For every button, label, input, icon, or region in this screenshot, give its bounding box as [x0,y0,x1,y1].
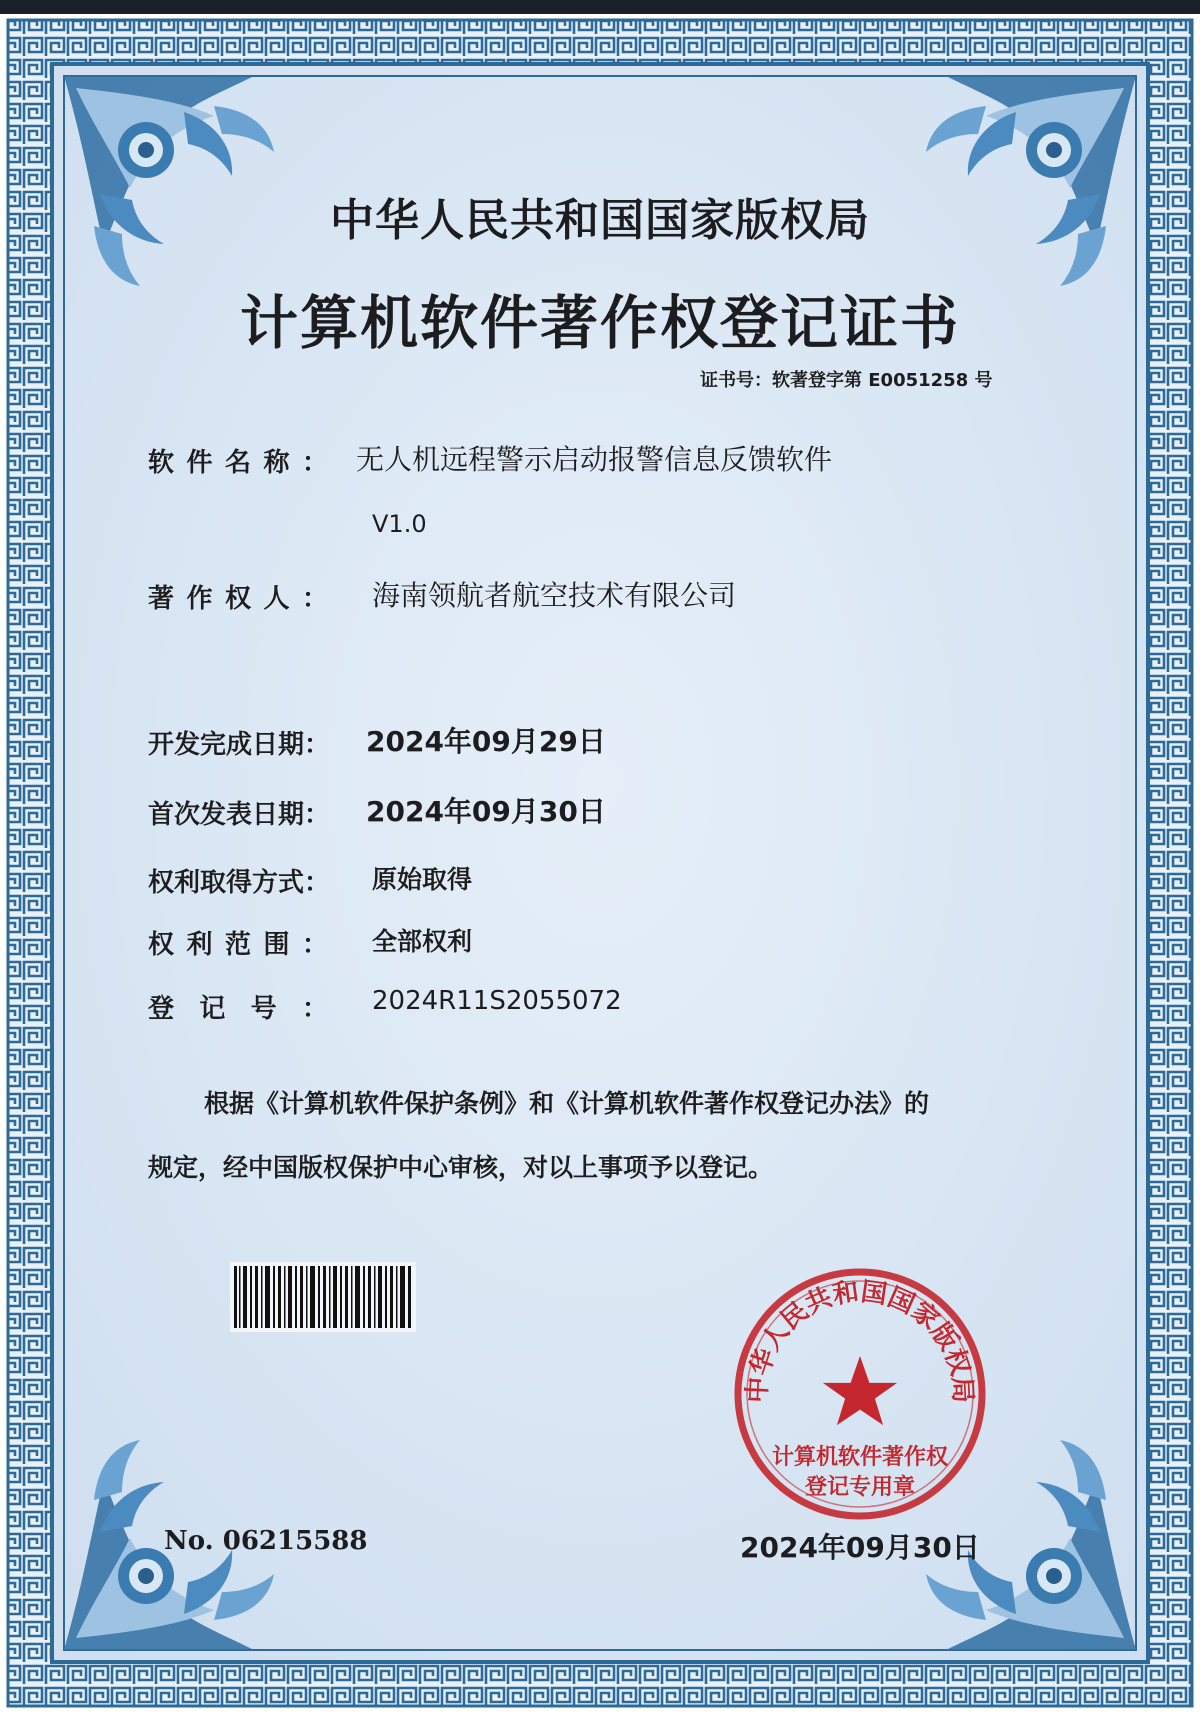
certificate-number: 证书号：软著登字第 E0051258 号 [700,370,993,391]
acquisition-method-label: 权利取得方式： [148,868,331,898]
registration-statement [148,1072,1028,1200]
issuer-name: 中华人民共和国国家版权局 [330,195,870,246]
software-name-value: 无人机远程警示启动报警信息反馈软件 [356,443,833,476]
certificate [0,14,1200,1712]
five-point-star-icon [823,1356,897,1425]
barcode-icon [230,1262,416,1332]
development-date-label: 开发完成日期： [148,730,331,760]
rights-scope-label: 权利范围： [148,930,328,960]
copyright-owner-label: 著作权人： [148,584,328,614]
software-name-label: 软件名称： [148,448,328,478]
official-seal [730,1264,990,1524]
first-publish-date-label: 首次发表日期： [148,800,331,830]
development-date-value: 2024年09月29日 [366,725,606,758]
issue-date: 2024年09月30日 [740,1531,980,1564]
registration-number-label: 登记号： [148,994,328,1024]
software-version-value: V1.0 [372,510,427,538]
first-publish-date-value: 2024年09月30日 [366,795,606,828]
acquisition-method-value: 原始取得 [372,865,473,894]
statement-line-1: 根据《计算机软件保护条例》和《计算机软件著作权登记办法》的 [204,1089,930,1118]
seal-outer-text: 中华人民共和国国家版权局 [742,1277,978,1404]
copyright-owner-value: 海南领航者航空技术有限公司 [372,579,737,612]
statement-line-2: 规定，经中国版权保护中心审核，对以上事项予以登记。 [148,1153,774,1182]
top-dark-strip [0,0,1200,14]
seal-inner-line-2: 登记专用章 [804,1474,916,1500]
certificate-title: 计算机软件著作权登记证书 [239,289,960,357]
rights-scope-value: 全部权利 [372,927,473,956]
registration-number-value: 2024R11S2055072 [372,986,622,1016]
seal-inner-line-1: 计算机软件著作权 [771,1444,949,1470]
serial-number: No. 06215588 [164,1526,368,1556]
